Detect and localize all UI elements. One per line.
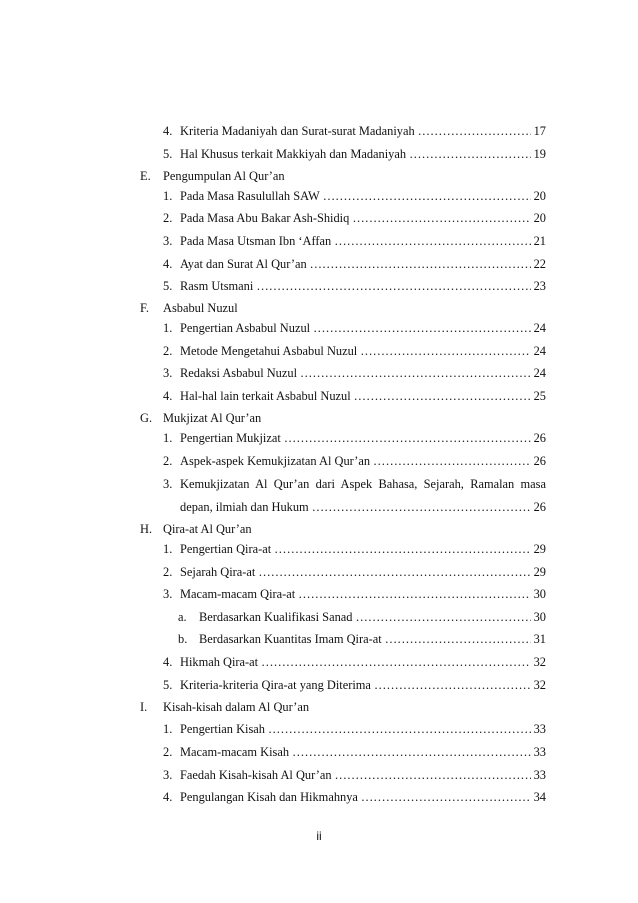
dot-leader — [385, 631, 531, 647]
entry-number: 4. — [163, 389, 173, 403]
entry-number: 1. — [163, 321, 173, 335]
dot-leader — [373, 453, 531, 469]
entry-page: 24 — [533, 321, 546, 335]
dot-leader — [261, 654, 531, 670]
entry-page: 19 — [533, 147, 546, 161]
entry-page: 20 — [533, 211, 546, 225]
entry-number: a. — [178, 610, 187, 624]
section-title: Mukjizat Al Qur’an — [163, 411, 262, 425]
entry-label: Macam-macam Kisah — [180, 745, 290, 759]
section-letter: G. — [140, 411, 153, 425]
dot-leader — [300, 365, 531, 381]
entry-number: 1. — [163, 431, 173, 445]
entry-label: Berdasarkan Kuantitas Imam Qira-at — [199, 632, 382, 646]
entry-page: 34 — [533, 790, 546, 804]
entry-label-line1: Kemukjizatan Al Qur’an dari Aspek Bahasa, Sejarah, Ramalan masa — [180, 477, 546, 491]
entry-number: 1. — [163, 542, 173, 556]
entry-page: 26 — [533, 454, 546, 468]
entry-label: Pada Masa Abu Bakar Ash-Shidiq — [180, 211, 350, 225]
entry-page: 23 — [533, 279, 546, 293]
dot-leader — [258, 564, 530, 580]
section-title: Qira-at Al Qur’an — [163, 522, 252, 536]
section-letter: E. — [140, 169, 151, 183]
entry-number: 2. — [163, 454, 173, 468]
entry-label: Pengertian Kisah — [180, 722, 265, 736]
entry-number: 3. — [163, 234, 173, 248]
entry-page: 30 — [533, 587, 546, 601]
section-title: Pengumpulan Al Qur’an — [163, 169, 285, 183]
entry-page: 21 — [533, 234, 546, 248]
entry-label: Hal-hal lain terkait Asbabul Nuzul — [180, 389, 351, 403]
entry-label: Hal Khusus terkait Makkiyah dan Madaniyah — [180, 147, 407, 161]
dot-leader — [312, 499, 531, 515]
dot-leader — [298, 586, 530, 602]
entry-page: 32 — [533, 678, 546, 692]
section-letter: H. — [140, 522, 153, 536]
entry-page: 24 — [533, 344, 546, 358]
entry-label: Kriteria-kriteria Qira-at yang Diterima — [180, 678, 371, 692]
entry-number: 1. — [163, 722, 173, 736]
entry-label: Berdasarkan Kualifikasi Sanad — [199, 610, 353, 624]
entry-page: 17 — [533, 124, 546, 138]
entry-number: 5. — [163, 279, 173, 293]
entry-number: 2. — [163, 344, 173, 358]
entry-label: Pada Masa Utsman Ibn ‘Affan — [180, 234, 332, 248]
dot-leader — [361, 789, 531, 805]
entry-number: 2. — [163, 211, 173, 225]
entry-label-line2: depan, ilmiah dan Hukum — [180, 500, 309, 514]
entry-page: 29 — [533, 565, 546, 579]
entry-label: Metode Mengetahui Asbabul Nuzul — [180, 344, 358, 358]
section-title: Asbabul Nuzul — [163, 301, 238, 315]
entry-number: 3. — [163, 477, 173, 491]
page-number: ii — [316, 829, 322, 843]
entry-page: 25 — [533, 389, 546, 403]
entry-page: 31 — [533, 632, 546, 646]
entry-label: Ayat dan Surat Al Qur’an — [180, 257, 307, 271]
dot-leader — [355, 609, 530, 625]
entry-label: Aspek-aspek Kemukjizatan Al Qur’an — [180, 454, 371, 468]
entry-page: 33 — [533, 722, 546, 736]
section-title: Kisah-kisah dalam Al Qur’an — [163, 700, 310, 714]
entry-label: Rasm Utsmani — [180, 279, 254, 293]
dot-leader — [360, 343, 530, 359]
entry-number: 4. — [163, 124, 173, 138]
entry-page: 33 — [533, 745, 546, 759]
entry-page: 20 — [533, 189, 546, 203]
entry-number: 3. — [163, 366, 173, 380]
dot-leader — [334, 233, 530, 249]
entry-label: Faedah Kisah-kisah Al Qur’an — [180, 768, 332, 782]
section-letter: I. — [140, 700, 148, 714]
dot-leader — [256, 278, 530, 294]
entry-number: 4. — [163, 790, 173, 804]
entry-page: 29 — [533, 542, 546, 556]
dot-leader — [284, 430, 531, 446]
entry-label: Macam-macam Qira-at — [180, 587, 296, 601]
entry-page: 32 — [533, 655, 546, 669]
section-letter: F. — [140, 301, 149, 315]
entry-number: 3. — [163, 587, 173, 601]
dot-leader — [274, 541, 530, 557]
entry-page: 33 — [533, 768, 546, 782]
dot-leader — [352, 210, 530, 226]
dot-leader — [292, 744, 531, 760]
dot-leader — [268, 721, 531, 737]
entry-number: 2. — [163, 565, 173, 579]
entry-number: 2. — [163, 745, 173, 759]
entry-page: 30 — [533, 610, 546, 624]
dot-leader — [418, 123, 531, 139]
entry-label: Pengertian Qira-at — [180, 542, 272, 556]
entry-page: 26 — [533, 431, 546, 445]
dot-leader — [310, 256, 531, 272]
entry-label: Kriteria Madaniyah dan Surat-surat Madaniyah — [180, 124, 415, 138]
entry-page: 26 — [533, 500, 546, 514]
entry-label: Pengertian Mukjizat — [180, 431, 281, 445]
entry-label: Pada Masa Rasulullah SAW — [180, 189, 320, 203]
dot-leader — [335, 767, 531, 783]
entry-number: 5. — [163, 678, 173, 692]
entry-label: Pengertian Asbabul Nuzul — [180, 321, 311, 335]
dot-leader — [323, 188, 531, 204]
dot-leader — [313, 320, 531, 336]
dot-leader — [409, 146, 531, 162]
entry-number: 4. — [163, 655, 173, 669]
entry-label: Sejarah Qira-at — [180, 565, 256, 579]
entry-number: 5. — [163, 147, 173, 161]
entry-page: 24 — [533, 366, 546, 380]
entry-page: 22 — [533, 257, 546, 271]
entry-label: Redaksi Asbabul Nuzul — [180, 366, 298, 380]
entry-number: 3. — [163, 768, 173, 782]
entry-label: Pengulangan Kisah dan Hikmahnya — [180, 790, 358, 804]
dot-leader — [354, 388, 531, 404]
dot-leader — [374, 677, 531, 693]
entry-number: 4. — [163, 257, 173, 271]
entry-number: b. — [178, 632, 188, 646]
entry-label: Hikmah Qira-at — [180, 655, 259, 669]
entry-number: 1. — [163, 189, 173, 203]
